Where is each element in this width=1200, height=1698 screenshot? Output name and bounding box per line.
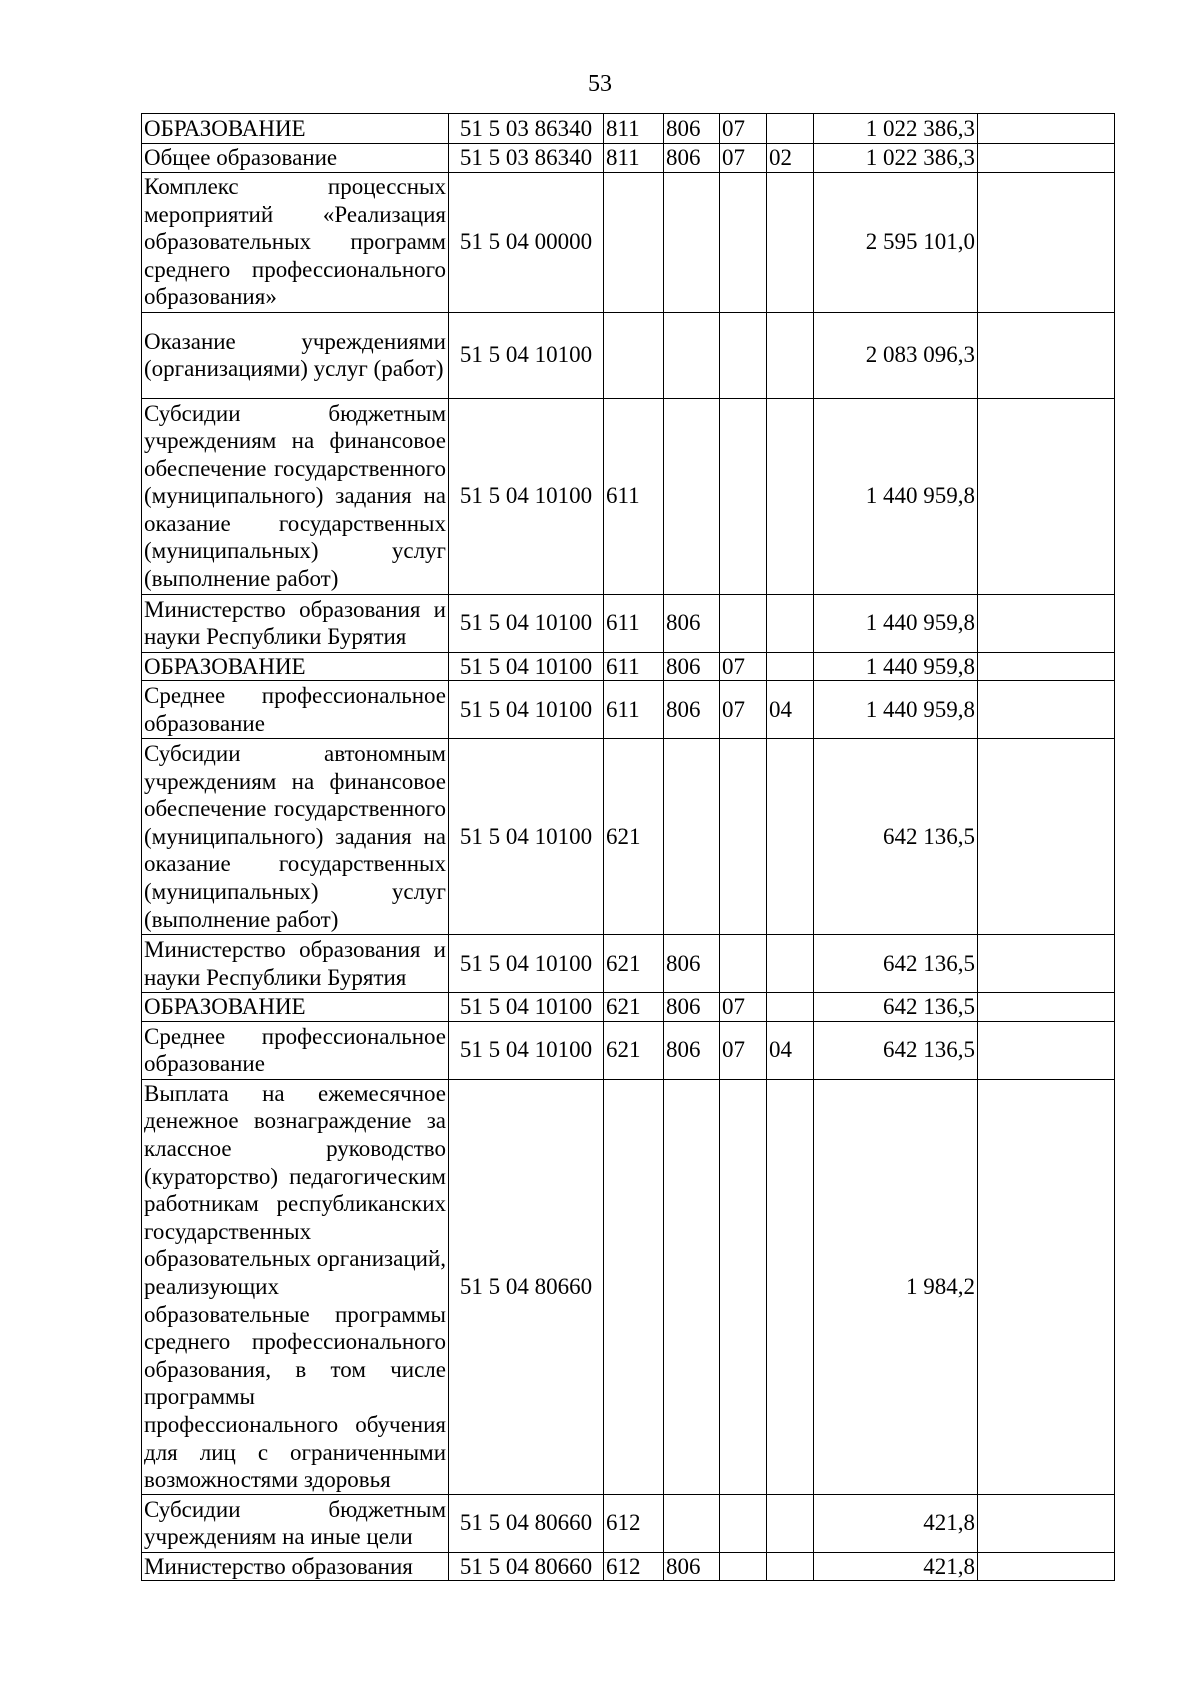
expense-type-code: 612 [604, 1494, 664, 1552]
subsection-code [767, 652, 814, 681]
table-row [142, 935, 1115, 993]
empty-column [978, 739, 1115, 935]
expense-type-code: 611 [604, 652, 664, 681]
expense-type-code: 811 [604, 114, 664, 144]
target-article-code: 51 5 04 10100 [449, 993, 604, 1022]
row-name: ОБРАЗОВАНИЕ [142, 652, 449, 681]
table-row [142, 1494, 1115, 1552]
empty-column [978, 114, 1115, 144]
subsection-code: 02 [767, 144, 814, 173]
page-number: 53 [588, 71, 612, 97]
administrator-code: 806 [664, 144, 720, 173]
table-row [142, 172, 1115, 312]
row-name: Выплата на ежемесячное денежное вознаграждение за классное руководство (кураторство) педагогическим работникам республиканских государственных образовательных организаций, реализующих образовательные программы среднего профессионального образования, в том числе программы профессионального обучения для лиц с ограниченными возможностями здоровья [142, 1079, 449, 1494]
amount: 2 595 101,0 [814, 172, 978, 312]
empty-column [978, 1494, 1115, 1552]
expense-type-code [604, 172, 664, 312]
table-row [142, 144, 1115, 173]
row-name: Министерство образования и науки Республики Бурятия [142, 935, 449, 993]
table-row [142, 993, 1115, 1022]
expense-type-code: 612 [604, 1552, 664, 1581]
table-row [142, 1079, 1115, 1494]
target-article-code: 51 5 04 10100 [449, 1021, 604, 1079]
administrator-code: 806 [664, 114, 720, 144]
section-code [720, 398, 767, 594]
section-code [720, 172, 767, 312]
expense-type-code: 611 [604, 398, 664, 594]
empty-column [978, 172, 1115, 312]
amount: 1 440 959,8 [814, 681, 978, 739]
row-name: Среднее профессиональное образование [142, 681, 449, 739]
table-row [142, 1552, 1115, 1581]
row-name: Общее образование [142, 144, 449, 173]
expense-type-code: 621 [604, 935, 664, 993]
row-name: ОБРАЗОВАНИЕ [142, 993, 449, 1022]
expense-type-code [604, 1079, 664, 1494]
subsection-code [767, 935, 814, 993]
row-name: Министерство образования и науки Республики Бурятия [142, 594, 449, 652]
section-code [720, 739, 767, 935]
expense-type-code: 811 [604, 144, 664, 173]
expense-type-code: 621 [604, 1021, 664, 1079]
table-row [142, 652, 1115, 681]
subsection-code [767, 114, 814, 144]
section-code: 07 [720, 114, 767, 144]
empty-column [978, 652, 1115, 681]
table-row [142, 1021, 1115, 1079]
amount: 2 083 096,3 [814, 312, 978, 398]
empty-column [978, 312, 1115, 398]
row-name: Комплекс процессных мероприятий «Реализация образовательных программ среднего профессионального образования» [142, 172, 449, 312]
administrator-code [664, 1494, 720, 1552]
section-code [720, 1079, 767, 1494]
administrator-code [664, 739, 720, 935]
amount: 1 440 959,8 [814, 652, 978, 681]
empty-column [978, 935, 1115, 993]
row-name: Субсидии бюджетным учреждениям на иные цели [142, 1494, 449, 1552]
amount: 1 440 959,8 [814, 594, 978, 652]
administrator-code: 806 [664, 652, 720, 681]
section-code: 07 [720, 1021, 767, 1079]
subsection-code [767, 739, 814, 935]
expense-type-code: 611 [604, 681, 664, 739]
amount: 421,8 [814, 1494, 978, 1552]
amount: 1 022 386,3 [814, 114, 978, 144]
section-code [720, 1552, 767, 1581]
empty-column [978, 681, 1115, 739]
administrator-code [664, 398, 720, 594]
budget-table [141, 113, 1115, 1581]
subsection-code [767, 1079, 814, 1494]
subsection-code [767, 172, 814, 312]
expense-type-code: 621 [604, 993, 664, 1022]
empty-column [978, 144, 1115, 173]
subsection-code [767, 1494, 814, 1552]
empty-column [978, 1552, 1115, 1581]
amount: 421,8 [814, 1552, 978, 1581]
target-article-code: 51 5 04 10100 [449, 739, 604, 935]
row-name: Министерство образования [142, 1552, 449, 1581]
target-article-code: 51 5 04 80660 [449, 1494, 604, 1552]
amount: 642 136,5 [814, 1021, 978, 1079]
administrator-code: 806 [664, 681, 720, 739]
empty-column [978, 594, 1115, 652]
amount: 1 022 386,3 [814, 144, 978, 173]
target-article-code: 51 5 04 80660 [449, 1079, 604, 1494]
expense-type-code: 611 [604, 594, 664, 652]
subsection-code [767, 594, 814, 652]
target-article-code: 51 5 04 10100 [449, 681, 604, 739]
administrator-code: 806 [664, 1552, 720, 1581]
table-row [142, 312, 1115, 398]
target-article-code: 51 5 04 10100 [449, 935, 604, 993]
section-code: 07 [720, 993, 767, 1022]
target-article-code: 51 5 04 10100 [449, 652, 604, 681]
target-article-code: 51 5 04 80660 [449, 1552, 604, 1581]
row-name: Среднее профессиональное образование [142, 1021, 449, 1079]
section-code [720, 594, 767, 652]
table-row [142, 739, 1115, 935]
row-name: Оказание учреждениями (организациями) услуг (работ) [142, 312, 449, 398]
empty-column [978, 1079, 1115, 1494]
amount: 642 136,5 [814, 739, 978, 935]
expense-type-code: 621 [604, 739, 664, 935]
row-name: Субсидии автономным учреждениям на финансовое обеспечение государственного (муниципального) задания на оказание государственных (муниципальных) услуг (выполнение работ) [142, 739, 449, 935]
target-article-code: 51 5 04 10100 [449, 594, 604, 652]
target-article-code: 51 5 04 00000 [449, 172, 604, 312]
empty-column [978, 993, 1115, 1022]
administrator-code [664, 1079, 720, 1494]
administrator-code: 806 [664, 1021, 720, 1079]
subsection-code [767, 993, 814, 1022]
row-name: Субсидии бюджетным учреждениям на финансовое обеспечение государственного (муниципального) задания на оказание государственных (муниципальных) услуг (выполнение работ) [142, 398, 449, 594]
empty-column [978, 398, 1115, 594]
empty-column [978, 1021, 1115, 1079]
table-row [142, 681, 1115, 739]
section-code: 07 [720, 144, 767, 173]
expense-type-code [604, 312, 664, 398]
amount: 1 440 959,8 [814, 398, 978, 594]
target-article-code: 51 5 03 86340 [449, 114, 604, 144]
subsection-code [767, 312, 814, 398]
administrator-code: 806 [664, 935, 720, 993]
administrator-code: 806 [664, 594, 720, 652]
amount: 642 136,5 [814, 993, 978, 1022]
section-code: 07 [720, 681, 767, 739]
section-code [720, 312, 767, 398]
section-code [720, 1494, 767, 1552]
target-article-code: 51 5 04 10100 [449, 312, 604, 398]
amount: 1 984,2 [814, 1079, 978, 1494]
section-code: 07 [720, 652, 767, 681]
target-article-code: 51 5 03 86340 [449, 144, 604, 173]
table-row [142, 398, 1115, 594]
administrator-code [664, 172, 720, 312]
table-row [142, 114, 1115, 144]
section-code [720, 935, 767, 993]
administrator-code: 806 [664, 993, 720, 1022]
amount: 642 136,5 [814, 935, 978, 993]
subsection-code [767, 398, 814, 594]
administrator-code [664, 312, 720, 398]
subsection-code: 04 [767, 681, 814, 739]
subsection-code: 04 [767, 1021, 814, 1079]
target-article-code: 51 5 04 10100 [449, 398, 604, 594]
row-name: ОБРАЗОВАНИЕ [142, 114, 449, 144]
table-row [142, 594, 1115, 652]
subsection-code [767, 1552, 814, 1581]
